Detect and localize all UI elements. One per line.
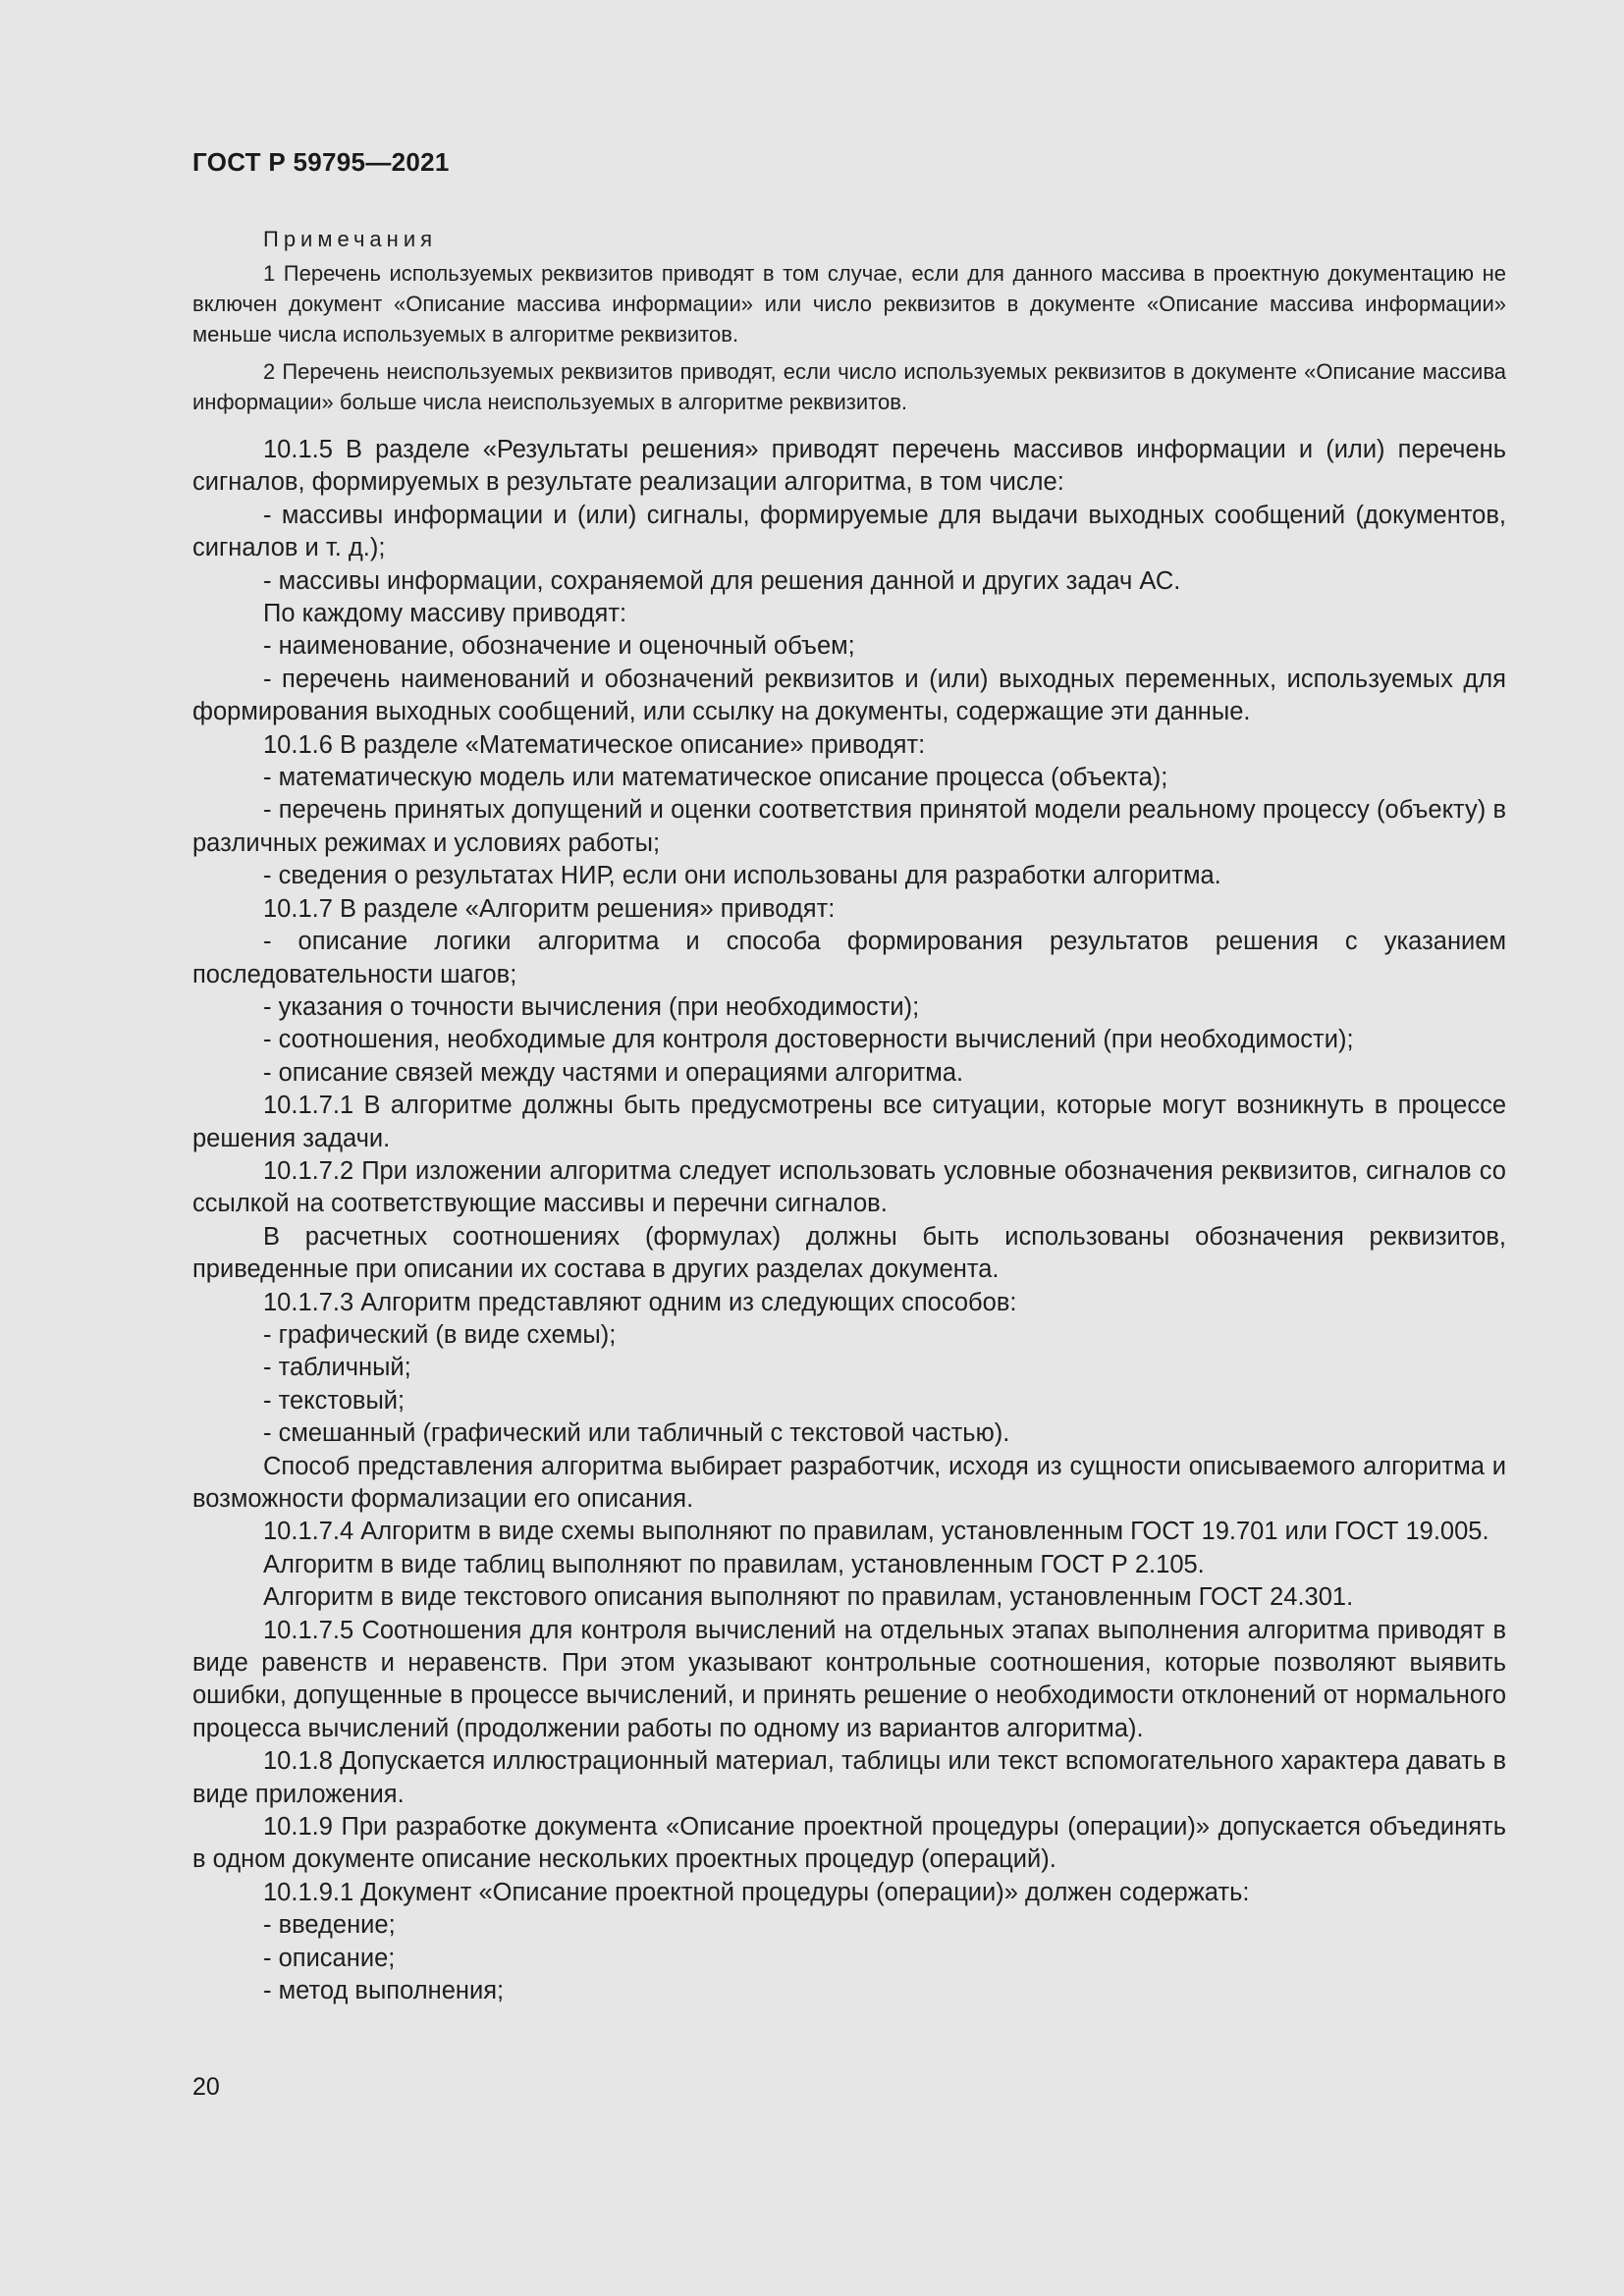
list-item: - введение;: [263, 1911, 396, 1940]
note-item: 2 Перечень неиспользуемых реквизитов приводят, если число используемых реквизитов в документе «Описание массива информации» больше числа неиспользуемых в алгоритме реквизитов.: [192, 359, 1506, 414]
list-item: - графический (в виде схемы);: [263, 1320, 617, 1349]
list-item: - описание логики алгоритма и способа формирования результатов решения с указанием последовательности шагов;: [192, 928, 1506, 988]
list-item: - перечень принятых допущений и оценки соответствия принятой модели реальному процессу (объекту) в различных режимах и условиях работы;: [192, 796, 1506, 857]
page-number: 20: [192, 2073, 220, 2101]
paragraph-10-1-8: 10.1.8 Допускается иллюстрационный материал, таблицы или текст вспомогательного характера давать в виде приложения.: [192, 1747, 1506, 1808]
paragraph-10-1-6: 10.1.6 В разделе «Математическое описание» приводят:: [263, 730, 926, 759]
paragraph-10-1-7-5: 10.1.7.5 Соотношения для контроля вычислений на отдельных этапах выполнения алгоритма приводят в виде равенств и неравенств. При этом указывают контрольные соотношения, которые позволяют выявить ошибки, допущенные в процессе вычислений, и принять решение о необходимости отклонений от нормального процесса вычислений (продолжении работы по одному из вариантов алгоритма).: [192, 1616, 1506, 1742]
paragraph-10-1-9-1: 10.1.9.1 Документ «Описание проектной процедуры (операции)» должен содержать:: [263, 1878, 1250, 1906]
paragraph: В расчетных соотношениях (формулах) должны быть использованы обозначения реквизитов, приведенные при описании их состава в других разделах документа.: [192, 1222, 1506, 1284]
paragraph: Алгоритм в виде таблиц выполняют по правилам, установленным ГОСТ Р 2.105.: [263, 1550, 1205, 1578]
paragraph: По каждому массиву приводят:: [263, 600, 627, 628]
paragraph: Алгоритм в виде текстового описания выполняют по правилам, установленным ГОСТ 24.301.: [263, 1583, 1354, 1612]
list-item: - текстовый;: [263, 1386, 406, 1415]
list-item: - метод выполнения;: [263, 1977, 505, 2005]
notes-title: Примечания: [263, 227, 438, 251]
list-item: - указания о точности вычисления (при необходимости);: [263, 992, 920, 1021]
notes-block: [192, 224, 1506, 424]
list-item: - табличный;: [263, 1354, 411, 1382]
list-item: - наименование, обозначение и оценочный объем;: [263, 632, 855, 661]
list-item: - сведения о результатах НИР, если они использованы для разработки алгоритма.: [263, 862, 1221, 890]
list-item: - перечень наименований и обозначений реквизитов и (или) выходных переменных, используемых для формирования выходных сообщений, или ссылку на документы, содержащие эти данные.: [192, 665, 1506, 726]
note-item: 1 Перечень используемых реквизитов приводят в том случае, если для данного массива в проектную документацию не включен документ «Описание массива информации» или число реквизитов в документе «Описание массива информации» меньше числа используемых в алгоритме реквизитов.: [192, 261, 1506, 347]
document-standard-code: ГОСТ Р 59795—2021: [192, 147, 450, 177]
list-item: - массивы информации, сохраняемой для решения данной и других задач АС.: [263, 566, 1181, 595]
paragraph-10-1-7-3: 10.1.7.3 Алгоритм представляют одним из следующих способов:: [263, 1288, 1017, 1316]
list-item: - смешанный (графический или табличный с текстовой частью).: [263, 1419, 1010, 1448]
list-item: - описание связей между частями и операциями алгоритма.: [263, 1058, 964, 1087]
paragraph-10-1-7-2: 10.1.7.2 При изложении алгоритма следует использовать условные обозначения реквизитов, сигналов со ссылкой на соответствующие массивы и перечни сигналов.: [192, 1156, 1506, 1218]
paragraph: Способ представления алгоритма выбирает разработчик, исходя из сущности описываемого алгоритма и возможности формализации его описания.: [192, 1452, 1506, 1513]
list-item: - математическую модель или математическое описание процесса (объекта);: [263, 764, 1168, 792]
paragraph-10-1-7-4: 10.1.7.4 Алгоритм в виде схемы выполняют по правилам, установленным ГОСТ 19.701 или ГОСТ 19.005.: [263, 1518, 1489, 1546]
list-item: - соотношения, необходимые для контроля достоверности вычислений (при необходимости);: [263, 1026, 1354, 1054]
paragraph-10-1-9: 10.1.9 При разработке документа «Описание проектной процедуры (операции)» допускается объединять в одном документе описание нескольких проектных процедур (операций).: [192, 1813, 1506, 1874]
paragraph-10-1-5: 10.1.5 В разделе «Результаты решения» приводят перечень массивов информации и (или) перечень сигналов, формируемых в результате реализации алгоритма, в том числе:: [192, 436, 1506, 497]
paragraph-10-1-7-1: 10.1.7.1 В алгоритме должны быть предусмотрены все ситуации, которые могут возникнуть в процессе решения задачи.: [192, 1092, 1506, 1152]
paragraph-10-1-7: 10.1.7 В разделе «Алгоритм решения» приводят:: [263, 894, 836, 923]
document-body: [192, 434, 1506, 2008]
list-item: - массивы информации и (или) сигналы, формируемые для выдачи выходных сообщений (документов, сигналов и т. д.);: [192, 501, 1506, 562]
list-item: - описание;: [263, 1944, 396, 1972]
